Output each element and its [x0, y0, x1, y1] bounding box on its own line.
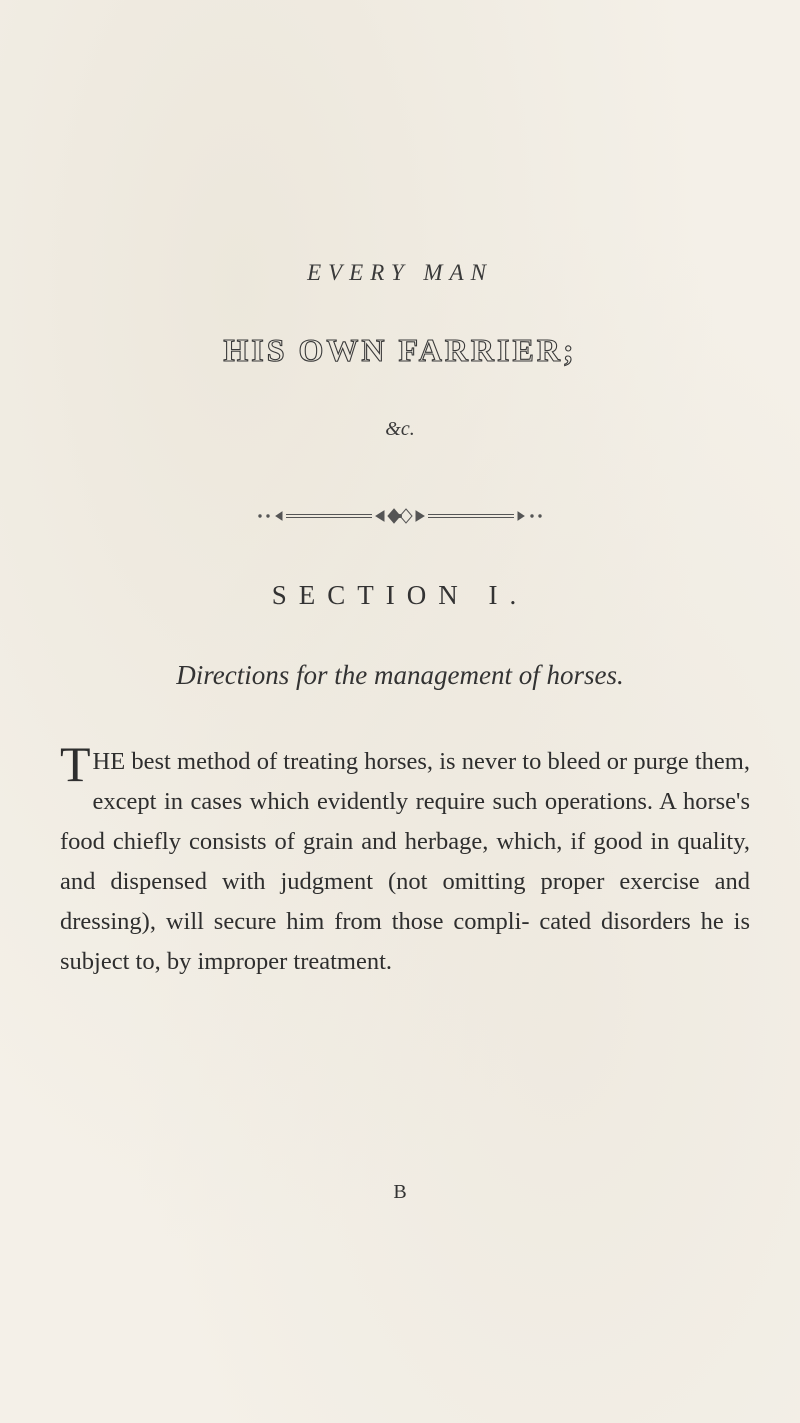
- ornament-rule-icon: [250, 506, 550, 526]
- running-head: EVERY MAN: [307, 260, 493, 285]
- section-subtitle: Directions for the management of horses.: [176, 660, 624, 690]
- section-heading: SECTION I.: [271, 580, 529, 610]
- paragraph-text: HE best method of treating horses, is never to bleed or purge them, except in cases which evidently require such operations. A horse's food chiefly consists of grain and herbage, which, if good in quality, and dispensed with judgment (not omitting proper exercise and dressing), will secure him from those compli- cated disorders he is subject to, by improper treatment.: [60, 748, 750, 975]
- etcetera: &c.: [385, 418, 415, 440]
- main-title: HIS OWN FARRIER;: [223, 332, 577, 368]
- drop-cap: T: [60, 736, 91, 792]
- body-paragraph: [60, 736, 750, 982]
- signature-mark: B: [393, 1181, 407, 1203]
